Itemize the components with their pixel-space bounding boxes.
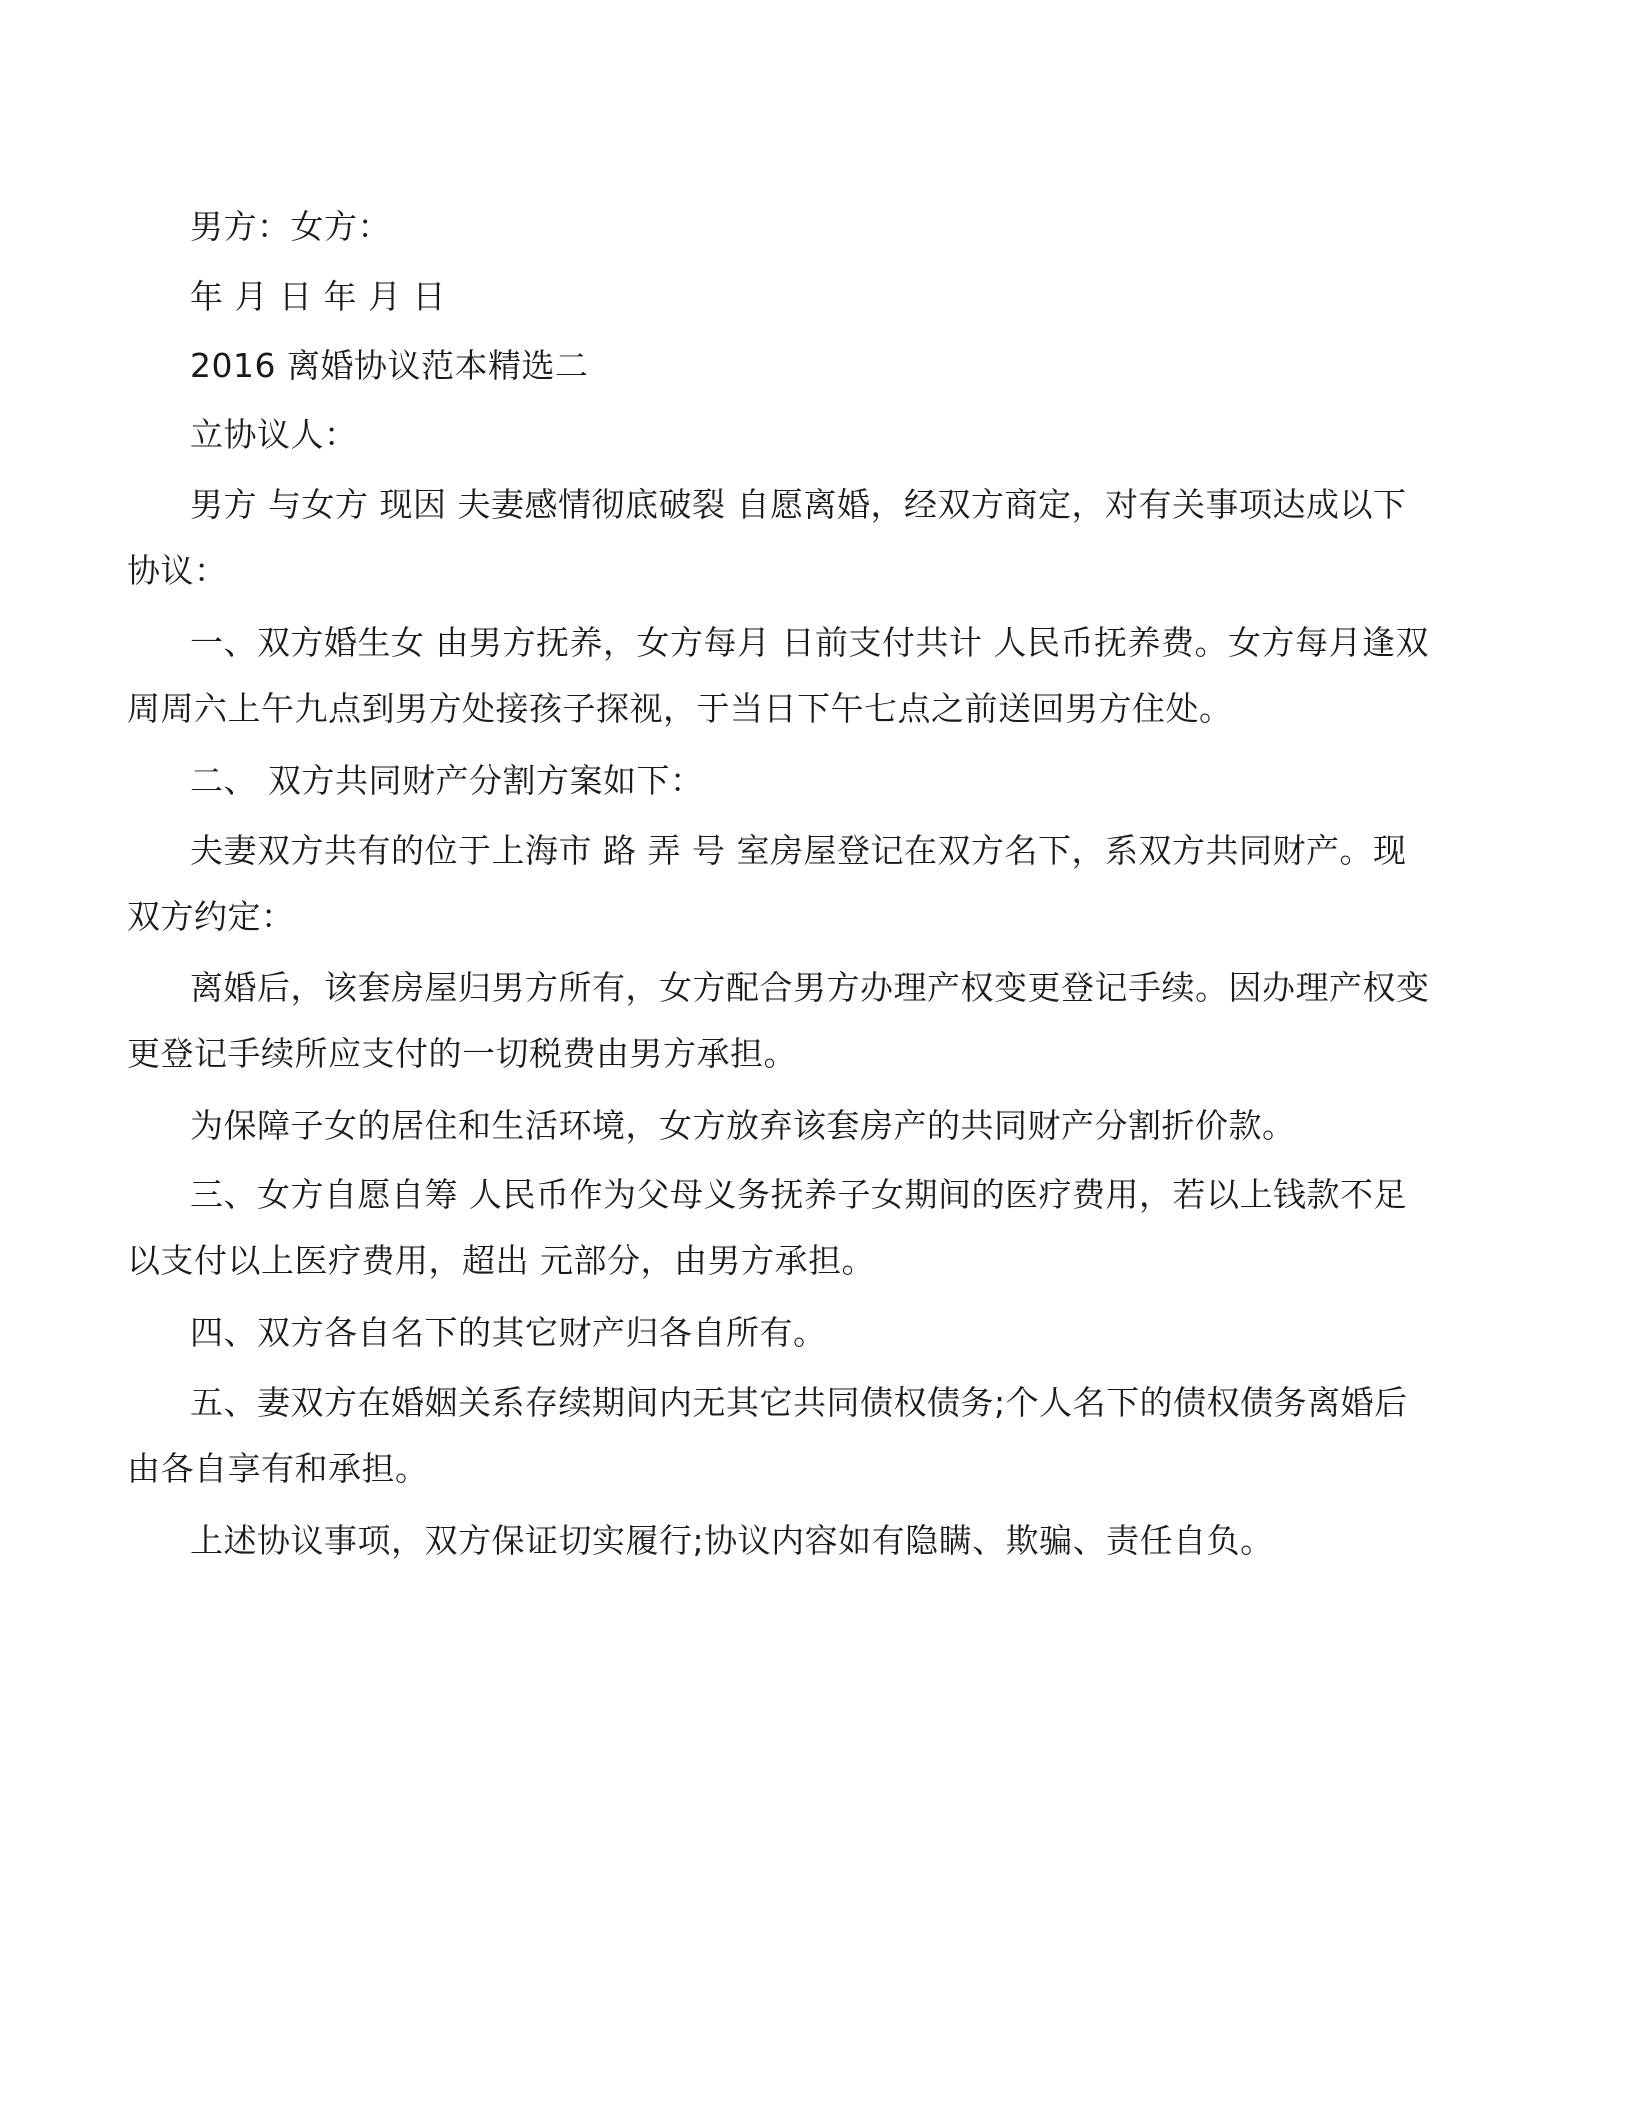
document-heading: 2016 离婚协议范本精选二 [190,346,589,385]
clause-2-after-divorce-paragraph: 离婚后，该套房屋归男方所有，女方配合男方办理产权变更登记手续。因办理产权变更登记手续所应支付的一切税费由男方承担。 [127,968,1430,1073]
parties-label: 立协议人： [190,415,358,454]
closing-paragraph: 上述协议事项，双方保证切实履行;协议内容如有隐瞒、欺骗、责任自负。 [190,1521,1274,1560]
intro-paragraph: 男方 与女方 现因 夫妻感情彻底破裂 自愿离婚，经双方商定，对有关事项达成以下协议： [127,485,1407,590]
date-line: 年 月 日 年 月 日 [190,277,446,316]
clause-5-paragraph: 五、妻双方在婚姻关系存续期间内无其它共同债权债务;个人名下的债权债务离婚后由各自享有和承担。 [127,1383,1408,1488]
clause-4-paragraph: 四、双方各自名下的其它财产归各自所有。 [190,1313,827,1352]
clause-2-title: 二、 双方共同财产分割方案如下： [190,761,704,800]
clause-3-paragraph: 三、女方自愿自筹 人民币作为父母义务抚养子女期间的医疗费用，若以上钱款不足以支付以上医疗费用，超出 元部分，由男方承担。 [127,1175,1407,1280]
clause-1-paragraph: 一、双方婚生女 由男方抚养，女方每月 日前支付共计 人民币抚养费。女方每月逢双周周六上午九点到男方处接孩子探视，于当日下午七点之前送回男方住处。 [127,623,1429,728]
clause-2-house-paragraph: 夫妻双方共有的位于上海市 路 弄 号 室房屋登记在双方名下，系双方共同财产。现双方约定： [127,831,1407,936]
signature-line: 男方：女方： [190,207,391,246]
clause-2-waiver-paragraph: 为保障子女的居住和生活环境，女方放弃该套房产的共同财产分割折价款。 [190,1106,1296,1145]
